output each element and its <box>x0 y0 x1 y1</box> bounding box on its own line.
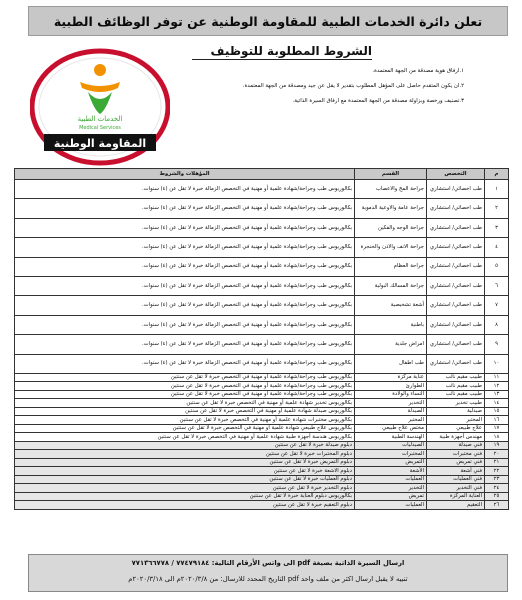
row-number: ١٦ <box>485 416 509 425</box>
row-number: ١٧ <box>485 424 509 433</box>
row-number: ٥ <box>485 257 509 276</box>
table-row <box>15 424 509 433</box>
requirement-item: ٢.ان يكون المتقدم حاصل على المؤهل المطلوب بتقدير لا يقل عن جيد ومصدقة من الجهة المعتمدة. <box>242 83 464 89</box>
row-specialty: طب اخصائي/ استشاري <box>427 257 485 276</box>
row-department: الأشعة <box>355 467 427 476</box>
row-specialty: فني تمريض <box>427 458 485 467</box>
row-department: الهندسة الطبية <box>355 433 427 442</box>
row-qualifications: دبلوم صيدلة خبرة لا تقل عن سنتين <box>15 441 355 450</box>
header-specialty: التخصص <box>427 169 485 180</box>
row-specialty: فني صيدلة <box>427 441 485 450</box>
row-department: جراحة العظام <box>355 257 427 276</box>
row-number: ٣ <box>485 218 509 237</box>
row-number: ٧ <box>485 296 509 315</box>
table-row <box>15 382 509 391</box>
banner-title: تعلن دائرة الخدمات الطبية للمقاومة الوطنية عن توفر الوظائف الطبية <box>53 13 483 29</box>
table-row <box>15 354 509 373</box>
row-number: ٢٦ <box>485 501 509 510</box>
row-qualifications: بكالوريوس طب وجراحة/شهادة علمية أو مهنية في التخصص الزمالة خبرة لا تقل عن (٤) سنوات. <box>15 296 355 315</box>
row-number: ١٥ <box>485 407 509 416</box>
table-row <box>15 450 509 459</box>
table-row <box>15 441 509 450</box>
row-qualifications: بكالوريوس طب وجراحة/شهادة علمية أو مهنية في التخصص الزمالة خبرة لا تقل عن (٤) سنوات. <box>15 276 355 295</box>
row-specialty: العناية المركزة <box>427 492 485 501</box>
row-qualifications: بكالوريوس طب وجراحة/شهادة علمية أو مهنية في التخصص الزمالة خبرة لا تقل عن (٤) سنوات. <box>15 180 355 199</box>
header-number: م <box>485 169 509 180</box>
row-specialty: فني أشعة <box>427 467 485 476</box>
table-row <box>15 467 509 476</box>
row-department: طب اطفال <box>355 354 427 373</box>
row-specialty: مهندس أجهزة طبية <box>427 433 485 442</box>
row-specialty: التعقيم <box>427 501 485 510</box>
table-row <box>15 399 509 408</box>
row-specialty: طب اخصائي/ استشاري <box>427 199 485 218</box>
table-row <box>15 492 509 501</box>
row-specialty: طب اخصائي/ استشاري <box>427 296 485 315</box>
row-qualifications: بكالوريوس طب وجراحة/شهادة علمية أو مهنية في التخصص الزمالة خبرة لا تقل عن (٤) سنوات. <box>15 335 355 354</box>
row-number: ١ <box>485 180 509 199</box>
header-department: القسم <box>355 169 427 180</box>
row-specialty: طب اخصائي/ استشاري <box>427 315 485 334</box>
row-qualifications: دبلوم التمريض خبرة لا تقل عن سنتين <box>15 458 355 467</box>
requirements-list <box>164 64 464 109</box>
table-row <box>15 416 509 425</box>
requirements-title: الشروط المطلوبة للتوظيف <box>192 44 372 60</box>
row-qualifications: بكالوريوس تخدير شهادة علمية أو مهنية في التخصص خبرة لا تقل عن سنتين <box>15 399 355 408</box>
table-row <box>15 335 509 354</box>
header-qualifications: المؤهلات والشروط <box>15 169 355 180</box>
row-qualifications: بكالوريوس طب وجراحة/شهادة علمية أو مهنية في التخصص خبرة لا تقل عن سنتين <box>15 373 355 382</box>
row-number: ١٠ <box>485 354 509 373</box>
row-specialty: طب اخصائي/ استشاري <box>427 335 485 354</box>
row-department: باطنية <box>355 315 427 334</box>
row-number: ١٣ <box>485 390 509 399</box>
table-row <box>15 390 509 399</box>
row-number: ٢٠ <box>485 450 509 459</box>
row-specialty: طبيب مقيم نائب <box>427 390 485 399</box>
row-number: ١١ <box>485 373 509 382</box>
row-specialty: فني مختبرات <box>427 450 485 459</box>
row-department: امراض جلدية <box>355 335 427 354</box>
row-department: التمريض <box>355 458 427 467</box>
row-qualifications: بكالوريوس طب وجراحة/شهادة علمية أو مهنية في التخصص الزمالة خبرة لا تقل عن (٤) سنوات. <box>15 238 355 257</box>
row-number: ٨ <box>485 315 509 334</box>
row-number: ١٢ <box>485 382 509 391</box>
table-row <box>15 458 509 467</box>
row-department: التخدير <box>355 399 427 408</box>
row-department: العمليات <box>355 501 427 510</box>
row-number: ١٨ <box>485 433 509 442</box>
row-department: الطوارئ <box>355 382 427 391</box>
row-number: ٢٥ <box>485 492 509 501</box>
footer-contact-line: ارسال السيرة الذاتية بصيغة pdf الى واتس الأرقام التالية: ٧٧٤٧٩١٨٤ / ٧٧١٣٦٦٧٧٨ <box>131 559 405 567</box>
row-department: جراحة المخ والاعصاب <box>355 180 427 199</box>
table-row <box>15 257 509 276</box>
row-department: جراحة الوجه والفكين <box>355 218 427 237</box>
row-department: المختبرات <box>355 450 427 459</box>
row-qualifications: بكالوريوس طب وجراحة/شهادة علمية أو مهنية في التخصص الزمالة خبرة لا تقل عن (٤) سنوات. <box>15 257 355 276</box>
submission-footer <box>28 554 508 592</box>
table-row <box>15 315 509 334</box>
row-qualifications: بكالوريوس طب وجراحة/شهادة علمية أو مهنية في التخصص الزمالة خبرة لا تقل عن (٤) سنوات. <box>15 218 355 237</box>
row-specialty: فني التخدير <box>427 484 485 493</box>
row-number: ١٤ <box>485 399 509 408</box>
row-department: جراحة المسالك البولية <box>355 276 427 295</box>
row-department: تمريض <box>355 492 427 501</box>
row-qualifications: دبلوم الاشعة خبرة لا تقل عن سنتين <box>15 467 355 476</box>
row-qualifications: دبلوم التخدير خبرة لا تقل عن سنتين <box>15 484 355 493</box>
row-specialty: فني العمليات <box>427 475 485 484</box>
row-specialty: طبيب تخدير <box>427 399 485 408</box>
table-row <box>15 407 509 416</box>
table-row <box>15 373 509 382</box>
row-qualifications: بكالوريوس علاج طبيعي شهادة علمية أو مهنية في التخصص خبرة لا تقل عن سنتين <box>15 424 355 433</box>
table-row <box>15 238 509 257</box>
table-row <box>15 501 509 510</box>
row-department: التخدير <box>355 484 427 493</box>
row-department: العمليات <box>355 475 427 484</box>
row-specialty: طبيب مقيم نائب <box>427 382 485 391</box>
row-department: الصيدلة <box>355 407 427 416</box>
row-specialty: طب اخصائي/ استشاري <box>427 180 485 199</box>
row-qualifications: بكالوريوس هندسة أجهزة طبية شهادة علمية أو مهنية في التخصص خبرة لا تقل عن سنتين <box>15 433 355 442</box>
announcement-banner <box>28 6 508 36</box>
footer-deadline-line: تنبيه لا يقبل ارسال اكثر من ملف واحد pdf التاريخ المحدد للارسال: من ٢٠٢٠/٣/٨م الى ٢٠٢٠/٣/١٨م <box>128 575 408 583</box>
jobs-table <box>14 168 509 510</box>
row-qualifications: بكالوريوس دبلوم العناية خبرة لا تقل عن سنتين <box>15 492 355 501</box>
row-department: مختص علاج طبيعي <box>355 424 427 433</box>
row-department: المختبر <box>355 416 427 425</box>
row-department: جراحة عامة والاوعية الدموية <box>355 199 427 218</box>
row-specialty: طبيب مقيم نائب <box>427 373 485 382</box>
row-number: ٤ <box>485 238 509 257</box>
row-qualifications: بكالوريوس طب وجراحة/شهادة علمية أو مهنية في التخصص الزمالة خبرة لا تقل عن (٤) سنوات. <box>15 315 355 334</box>
table-row <box>15 218 509 237</box>
row-specialty: طب اخصائي/ استشاري <box>427 218 485 237</box>
row-number: ٢ <box>485 199 509 218</box>
row-qualifications: بكالوريوس طب وجراحة/شهادة علمية أو مهنية في التخصص الزمالة خبرة لا تقل عن (٤) سنوات. <box>15 354 355 373</box>
row-specialty: طب اخصائي/ استشاري <box>427 354 485 373</box>
row-number: ٩ <box>485 335 509 354</box>
row-number: ١٩ <box>485 441 509 450</box>
logo-bottom-text: المقاومة الوطنية <box>53 137 147 150</box>
row-qualifications: بكالوريوس مختبرات شهادة علمية أو مهنية في التخصص خبرة لا تقل عن سنتين <box>15 416 355 425</box>
requirement-item: ٣.تصنيف ورخصة وبزاولة مصدقة من الجهة المعتمدة مع ارفاق السيرة الذاتية. <box>292 98 464 104</box>
row-specialty: طب اخصائي/ استشاري <box>427 276 485 295</box>
row-department: عناية مركزة <box>355 373 427 382</box>
row-qualifications: دبلوم العمليات خبرة لا تقل عن سنتين <box>15 475 355 484</box>
table-header-row <box>15 169 509 180</box>
row-specialty: علاج طبيعي <box>427 424 485 433</box>
table-row <box>15 475 509 484</box>
table-row <box>15 199 509 218</box>
table-row <box>15 180 509 199</box>
medical-services-logo <box>30 48 170 166</box>
table-row <box>15 276 509 295</box>
table-row <box>15 484 509 493</box>
row-department: النساء والولادة <box>355 390 427 399</box>
logo-sub-text: Medical Services <box>79 125 121 131</box>
row-qualifications: دبلوم التعقيم خبرة لا تقل عن سنتين <box>15 501 355 510</box>
row-number: ٦ <box>485 276 509 295</box>
row-department: الصيدليات <box>355 441 427 450</box>
table-row <box>15 433 509 442</box>
requirement-item: ١.ارفاق هوية مصدقة من الجهة المعتمدة. <box>372 68 464 74</box>
table-row <box>15 296 509 315</box>
row-qualifications: بكالوريوس صيدلة شهادة علمية أو مهنية في التخصص خبرة لا تقل عن سنتين <box>15 407 355 416</box>
row-number: ٢٢ <box>485 467 509 476</box>
row-number: ٢١ <box>485 458 509 467</box>
row-specialty: صيدلية <box>427 407 485 416</box>
row-number: ٢٣ <box>485 475 509 484</box>
row-qualifications: دبلوم المختبرات خبرة لا تقل عن سنتين <box>15 450 355 459</box>
row-department: جراحة الانف والاذن والحنجرة <box>355 238 427 257</box>
row-qualifications: بكالوريوس طب وجراحة/شهادة علمية أو مهنية في التخصص خبرة لا تقل عن سنتين <box>15 390 355 399</box>
row-specialty: طب اخصائي/ استشاري <box>427 238 485 257</box>
row-number: ٢٤ <box>485 484 509 493</box>
row-department: أشعة تشخيصية <box>355 296 427 315</box>
row-qualifications: بكالوريوس طب وجراحة/شهادة علمية أو مهنية في التخصص خبرة لا تقل عن سنتين <box>15 382 355 391</box>
logo-top-text: الخدمات الطبية <box>77 115 123 123</box>
row-qualifications: بكالوريوس طب وجراحة/شهادة علمية أو مهنية في التخصص الزمالة خبرة لا تقل عن (٤) سنوات. <box>15 199 355 218</box>
row-specialty: المختبر <box>427 416 485 425</box>
